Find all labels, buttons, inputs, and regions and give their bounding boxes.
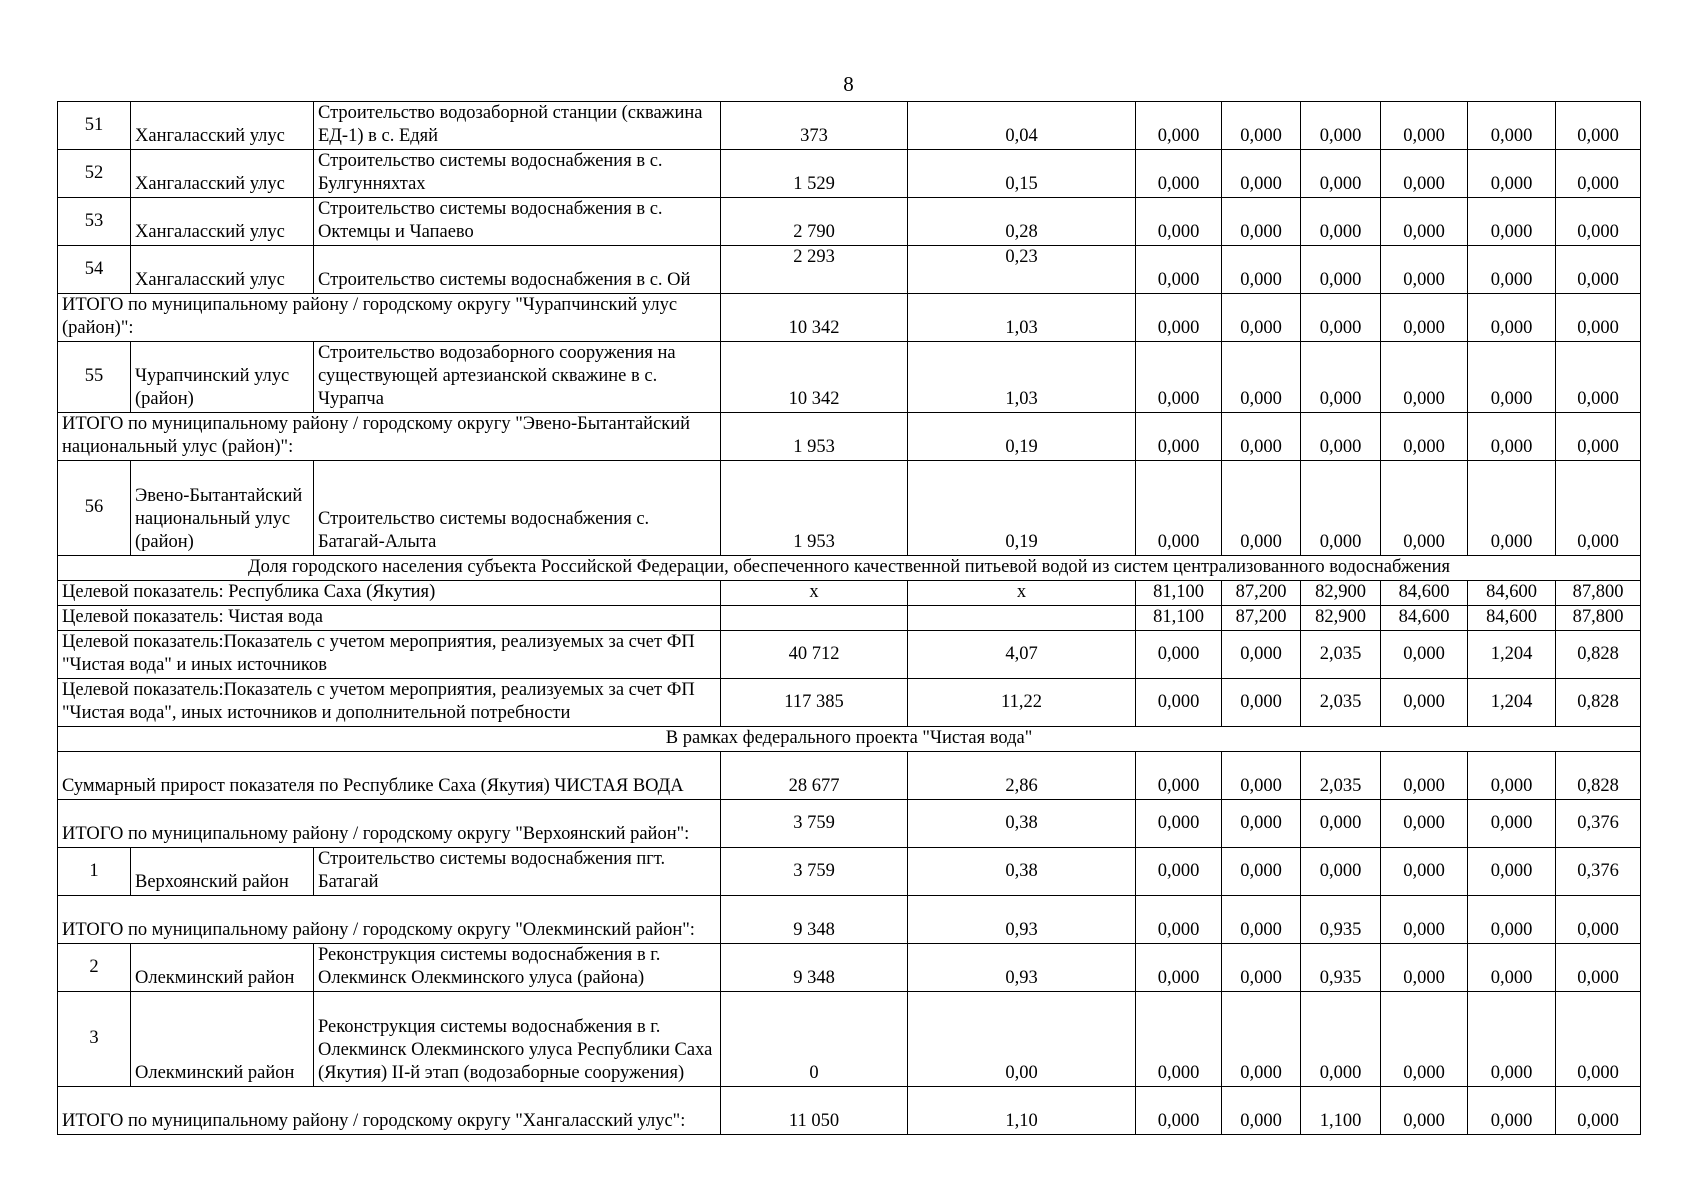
year-cell: 87,200	[1222, 581, 1301, 606]
year-cell: 1,100	[1301, 1087, 1381, 1135]
year-cell: 0,000	[1556, 896, 1641, 944]
project-description: Строительство системы водоснабжения пгт. Батагай	[314, 848, 721, 896]
section-heading: Доля городского населения субъекта Российской Федерации, обеспеченного качественной питьевой водой из систем централизованного водоснабжения	[58, 556, 1641, 581]
project-description: Строительство водозаборного сооружения на существующей артезианской скважине в с. Чурапча	[314, 342, 721, 413]
total-row	[58, 413, 1641, 461]
year-cell: 0,000	[1136, 246, 1222, 294]
value-cell: 1,03	[908, 342, 1136, 413]
value-cell: 0	[721, 992, 908, 1087]
year-cell: 0,000	[1136, 198, 1222, 246]
value-cell: 11 050	[721, 1087, 908, 1135]
year-cell: 0,000	[1222, 752, 1301, 800]
value-cell: 0,28	[908, 198, 1136, 246]
year-cell: 0,000	[1556, 992, 1641, 1087]
year-cell: 0,000	[1468, 896, 1556, 944]
year-cell: 0,000	[1556, 150, 1641, 198]
value-cell: 0,19	[908, 461, 1136, 556]
total-row	[58, 294, 1641, 342]
table-row	[58, 342, 1641, 413]
year-cell: 0,000	[1468, 342, 1556, 413]
year-cell: 0,000	[1381, 631, 1468, 679]
district-cell: Хангаласский улус	[131, 102, 314, 150]
year-cell: 87,200	[1222, 606, 1301, 631]
year-cell: 81,100	[1136, 606, 1222, 631]
value-cell: 0,19	[908, 413, 1136, 461]
year-cell: 0,000	[1381, 413, 1468, 461]
year-cell: 84,600	[1381, 606, 1468, 631]
year-cell: 0,000	[1381, 461, 1468, 556]
year-cell: 0,000	[1468, 150, 1556, 198]
district-cell: Хангаласский улус	[131, 198, 314, 246]
year-cell: 0,000	[1222, 342, 1301, 413]
year-cell: 0,000	[1556, 342, 1641, 413]
year-cell: 0,000	[1468, 1087, 1556, 1135]
value-cell: x	[908, 581, 1136, 606]
year-cell: 2,035	[1301, 752, 1381, 800]
value-cell: 117 385	[721, 679, 908, 727]
year-cell: 0,000	[1381, 294, 1468, 342]
year-cell: 0,000	[1556, 198, 1641, 246]
value-cell: 0,04	[908, 102, 1136, 150]
table-row	[58, 944, 1641, 992]
year-cell: 0,000	[1381, 992, 1468, 1087]
year-cell: 0,000	[1468, 800, 1556, 848]
year-cell: 0,376	[1556, 800, 1641, 848]
year-cell: 0,000	[1556, 944, 1641, 992]
project-description: Строительство системы водоснабжения в с. Булгунняхтах	[314, 150, 721, 198]
district-cell: Чурапчинский улус (район)	[131, 342, 314, 413]
year-cell: 0,000	[1136, 631, 1222, 679]
year-cell: 0,828	[1556, 679, 1641, 727]
year-cell: 0,000	[1468, 992, 1556, 1087]
year-cell: 0,000	[1381, 198, 1468, 246]
year-cell: 0,000	[1136, 752, 1222, 800]
indicator-label: Целевой показатель: Чистая вода	[58, 606, 721, 631]
value-cell: 1 953	[721, 461, 908, 556]
year-cell: 0,000	[1468, 461, 1556, 556]
year-cell: 0,000	[1222, 800, 1301, 848]
year-cell: 0,000	[1301, 294, 1381, 342]
year-cell: 0,000	[1222, 992, 1301, 1087]
district-cell: Хангаласский улус	[131, 150, 314, 198]
value-cell: 0,23	[908, 246, 1136, 294]
year-cell: 84,600	[1381, 581, 1468, 606]
value-cell: 0,93	[908, 896, 1136, 944]
total-label: ИТОГО по муниципальному району / городскому округу "Хангаласский улус":	[58, 1087, 721, 1135]
row-number: 2	[58, 944, 131, 992]
value-cell: 0,38	[908, 800, 1136, 848]
total-label: ИТОГО по муниципальному району / городскому округу "Олекминский район":	[58, 896, 721, 944]
total-label: ИТОГО по муниципальному району / городскому округу "Верхоянский район":	[58, 800, 721, 848]
total-row	[58, 800, 1641, 848]
total-row	[58, 752, 1641, 800]
year-cell: 0,000	[1222, 246, 1301, 294]
year-cell: 0,828	[1556, 752, 1641, 800]
year-cell: 0,000	[1381, 896, 1468, 944]
indicator-row	[58, 631, 1641, 679]
year-cell: 81,100	[1136, 581, 1222, 606]
value-cell: 2 790	[721, 198, 908, 246]
project-description: Строительство системы водоснабжения с. Батагай-Алыта	[314, 461, 721, 556]
table-row	[58, 102, 1641, 150]
row-number: 3	[58, 992, 131, 1087]
table-row	[58, 992, 1641, 1087]
value-cell: 0,38	[908, 848, 1136, 896]
district-cell: Верхоянский район	[131, 848, 314, 896]
year-cell: 0,000	[1301, 800, 1381, 848]
year-cell: 0,000	[1556, 1087, 1641, 1135]
year-cell: 0,000	[1136, 848, 1222, 896]
year-cell: 0,000	[1222, 944, 1301, 992]
year-cell: 0,000	[1468, 752, 1556, 800]
water-supply-projects-table	[57, 101, 1641, 1135]
year-cell: 0,376	[1556, 848, 1641, 896]
year-cell: 0,000	[1136, 102, 1222, 150]
year-cell: 0,000	[1136, 1087, 1222, 1135]
year-cell: 0,000	[1301, 198, 1381, 246]
year-cell: 0,000	[1136, 413, 1222, 461]
year-cell: 0,000	[1222, 198, 1301, 246]
value-cell: 9 348	[721, 944, 908, 992]
row-number: 54	[58, 246, 131, 294]
row-number: 56	[58, 461, 131, 556]
value-cell: 40 712	[721, 631, 908, 679]
year-cell: 0,000	[1556, 413, 1641, 461]
year-cell: 0,935	[1301, 944, 1381, 992]
section-heading: В рамках федерального проекта "Чистая вода"	[58, 727, 1641, 752]
year-cell: 1,204	[1468, 631, 1556, 679]
year-cell: 0,000	[1136, 800, 1222, 848]
value-cell: 1,03	[908, 294, 1136, 342]
year-cell: 0,000	[1136, 992, 1222, 1087]
year-cell: 0,000	[1556, 102, 1641, 150]
value-cell: 4,07	[908, 631, 1136, 679]
value-cell: 1,10	[908, 1087, 1136, 1135]
value-cell: 3 759	[721, 848, 908, 896]
project-description: Строительство системы водоснабжения в с. Ой	[314, 246, 721, 294]
year-cell: 87,800	[1556, 581, 1641, 606]
value-cell: 1 529	[721, 150, 908, 198]
total-label: ИТОГО по муниципальному району / городскому округу "Эвено-Бытантайский национальный улус (район)":	[58, 413, 721, 461]
row-number: 52	[58, 150, 131, 198]
year-cell: 0,000	[1381, 944, 1468, 992]
district-cell: Эвено-Бытантайский национальный улус (район)	[131, 461, 314, 556]
project-description: Строительство системы водоснабжения в с. Октемцы и Чапаево	[314, 198, 721, 246]
row-number: 1	[58, 848, 131, 896]
year-cell: 0,000	[1222, 848, 1301, 896]
value-cell: 11,22	[908, 679, 1136, 727]
year-cell: 82,900	[1301, 581, 1381, 606]
value-cell: 28 677	[721, 752, 908, 800]
year-cell: 0,000	[1136, 944, 1222, 992]
total-row	[58, 1087, 1641, 1135]
value-cell: 2,86	[908, 752, 1136, 800]
year-cell: 0,000	[1222, 150, 1301, 198]
value-cell: 373	[721, 102, 908, 150]
year-cell: 0,000	[1381, 102, 1468, 150]
year-cell: 2,035	[1301, 631, 1381, 679]
table-row	[58, 150, 1641, 198]
page-number: 8	[843, 72, 854, 96]
year-cell: 0,000	[1136, 294, 1222, 342]
year-cell: 0,000	[1468, 246, 1556, 294]
year-cell: 0,935	[1301, 896, 1381, 944]
value-cell	[908, 606, 1136, 631]
year-cell: 0,000	[1136, 896, 1222, 944]
year-cell: 0,000	[1301, 848, 1381, 896]
row-number: 51	[58, 102, 131, 150]
year-cell: 2,035	[1301, 679, 1381, 727]
section-row	[58, 727, 1641, 752]
year-cell: 0,000	[1301, 102, 1381, 150]
year-cell: 0,000	[1381, 342, 1468, 413]
project-description: Реконструкция системы водоснабжения в г. Олекминск Олекминского улуса (района)	[314, 944, 721, 992]
total-row	[58, 896, 1641, 944]
year-cell: 0,828	[1556, 631, 1641, 679]
section-row	[58, 556, 1641, 581]
value-cell	[721, 606, 908, 631]
year-cell: 0,000	[1222, 679, 1301, 727]
table-row	[58, 198, 1641, 246]
value-cell: 2 293	[721, 246, 908, 294]
value-cell: 0,00	[908, 992, 1136, 1087]
year-cell: 0,000	[1381, 848, 1468, 896]
value-cell: 1 953	[721, 413, 908, 461]
table-row	[58, 461, 1641, 556]
district-cell: Хангаласский улус	[131, 246, 314, 294]
indicator-label: Целевой показатель:Показатель с учетом мероприятия, реализуемых за счет ФП "Чистая вода", иных источников и дополнительной потребности	[58, 679, 721, 727]
year-cell: 0,000	[1301, 342, 1381, 413]
year-cell: 0,000	[1468, 198, 1556, 246]
year-cell: 0,000	[1301, 413, 1381, 461]
table-row	[58, 246, 1641, 294]
year-cell: 0,000	[1556, 246, 1641, 294]
district-cell: Олекминский район	[131, 992, 314, 1087]
year-cell: 0,000	[1381, 752, 1468, 800]
year-cell: 0,000	[1222, 102, 1301, 150]
year-cell: 87,800	[1556, 606, 1641, 631]
year-cell: 0,000	[1222, 413, 1301, 461]
value-cell: 10 342	[721, 342, 908, 413]
indicator-row	[58, 679, 1641, 727]
row-number: 53	[58, 198, 131, 246]
year-cell: 0,000	[1468, 102, 1556, 150]
value-cell: 9 348	[721, 896, 908, 944]
project-description: Строительство водозаборной станции (скважина ЕД-1) в с. Едяй	[314, 102, 721, 150]
indicator-label: Целевой показатель:Показатель с учетом мероприятия, реализуемых за счет ФП "Чистая вода" и иных источников	[58, 631, 721, 679]
year-cell: 0,000	[1301, 246, 1381, 294]
table-row	[58, 848, 1641, 896]
district-cell: Олекминский район	[131, 944, 314, 992]
year-cell: 0,000	[1381, 1087, 1468, 1135]
project-description: Реконструкция системы водоснабжения в г. Олекминск Олекминского улуса Республики Саха (Якутия) II-й этап (водозаборные сооружения)	[314, 992, 721, 1087]
indicator-label: Целевой показатель: Республика Саха (Якутия)	[58, 581, 721, 606]
value-cell: 0,15	[908, 150, 1136, 198]
year-cell: 0,000	[1136, 150, 1222, 198]
year-cell: 0,000	[1222, 294, 1301, 342]
total-label: Суммарный прирост показателя по Республике Саха (Якутия) ЧИСТАЯ ВОДА	[58, 752, 721, 800]
year-cell: 0,000	[1136, 679, 1222, 727]
year-cell: 0,000	[1301, 150, 1381, 198]
row-number: 55	[58, 342, 131, 413]
year-cell: 0,000	[1556, 294, 1641, 342]
year-cell: 0,000	[1381, 246, 1468, 294]
year-cell: 84,600	[1468, 606, 1556, 631]
indicator-row	[58, 581, 1641, 606]
year-cell: 0,000	[1222, 631, 1301, 679]
year-cell: 84,600	[1468, 581, 1556, 606]
year-cell: 0,000	[1222, 461, 1301, 556]
year-cell: 0,000	[1468, 944, 1556, 992]
year-cell: 0,000	[1468, 848, 1556, 896]
value-cell: 3 759	[721, 800, 908, 848]
year-cell: 0,000	[1381, 679, 1468, 727]
value-cell: 10 342	[721, 294, 908, 342]
year-cell: 0,000	[1556, 461, 1641, 556]
year-cell: 0,000	[1381, 800, 1468, 848]
year-cell: 0,000	[1301, 461, 1381, 556]
year-cell: 1,204	[1468, 679, 1556, 727]
year-cell: 0,000	[1468, 294, 1556, 342]
total-label: ИТОГО по муниципальному району / городскому округу "Чурапчинский улус (район)":	[58, 294, 721, 342]
year-cell: 0,000	[1222, 896, 1301, 944]
year-cell: 82,900	[1301, 606, 1381, 631]
year-cell: 0,000	[1468, 413, 1556, 461]
year-cell: 0,000	[1222, 1087, 1301, 1135]
year-cell: 0,000	[1136, 342, 1222, 413]
indicator-row	[58, 606, 1641, 631]
year-cell: 0,000	[1136, 461, 1222, 556]
value-cell: 0,93	[908, 944, 1136, 992]
year-cell: 0,000	[1381, 150, 1468, 198]
year-cell: 0,000	[1301, 992, 1381, 1087]
value-cell: x	[721, 581, 908, 606]
